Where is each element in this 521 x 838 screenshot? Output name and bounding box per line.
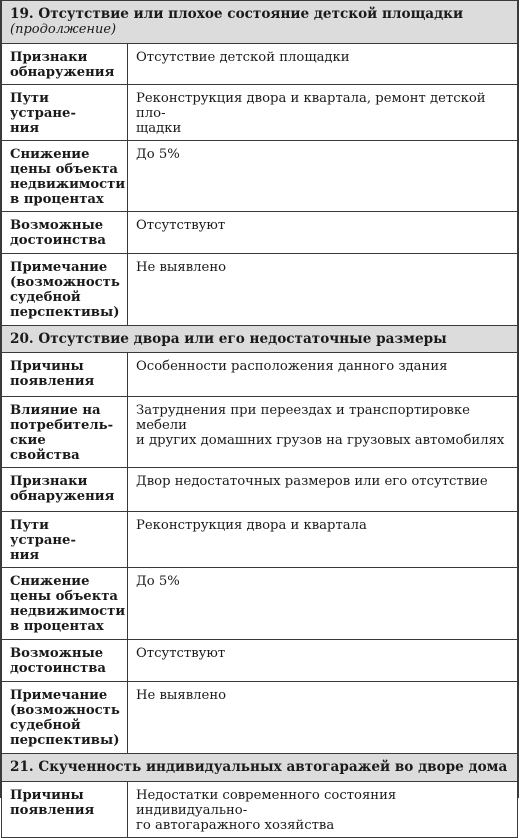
table-row [2, 44, 518, 85]
row-value-cell [128, 254, 518, 326]
table-row [2, 141, 518, 212]
table-row [2, 85, 518, 141]
row-value-cell [128, 44, 518, 85]
row-label: Снижение цены объекта недвижимости в процентах [10, 574, 126, 634]
row-label: Пути устране- ния [10, 91, 76, 136]
row-label-cell [2, 353, 128, 397]
row-value: Особенности расположения данного здания [136, 359, 448, 374]
row-value: Отсутствие детской площадки [136, 50, 350, 65]
defects-table [1, 0, 518, 838]
row-label: Снижение цены объекта недвижимости в процентах [10, 147, 126, 207]
row-label: Признаки обнаружения [10, 474, 115, 504]
row-label: Пути устране- ния [10, 518, 76, 563]
row-value-cell [128, 640, 518, 682]
table-row [2, 512, 518, 568]
row-value-cell [128, 85, 518, 141]
row-label-cell [2, 568, 128, 640]
row-value-cell [128, 212, 518, 254]
row-value-cell [128, 397, 518, 468]
table-row [2, 640, 518, 682]
table-row [2, 397, 518, 468]
section-title: 20. Отсутствие двора или его недостаточные размеры [10, 331, 447, 347]
section-header-cell [2, 754, 518, 782]
row-label: Причины появления [10, 788, 95, 818]
section-header [2, 754, 518, 782]
section-header [2, 1, 518, 44]
row-label: Примечание (возможность судебной перспективы) [10, 260, 120, 320]
table-row [2, 212, 518, 254]
row-label: Причины появления [10, 359, 95, 389]
section-title: 21. Скученность индивидуальных автогаражей во дворе дома [10, 759, 508, 775]
row-value: До 5% [136, 147, 180, 162]
row-label: Возможные достоинства [10, 218, 106, 248]
row-label-cell [2, 141, 128, 212]
row-label-cell [2, 512, 128, 568]
row-value-cell [128, 353, 518, 397]
row-label: Примечание (возможность судебной перспективы) [10, 688, 120, 748]
table-row [2, 682, 518, 754]
row-value-cell [128, 512, 518, 568]
row-value-cell [128, 682, 518, 754]
row-label-cell [2, 85, 128, 141]
row-value: Отсутствуют [136, 646, 226, 661]
row-label-cell [2, 468, 128, 512]
row-value-cell [128, 782, 518, 838]
table-row [2, 353, 518, 397]
section-header-cell [2, 1, 518, 44]
row-value: Не выявлено [136, 688, 227, 703]
row-label-cell [2, 44, 128, 85]
row-value: До 5% [136, 574, 180, 589]
row-value: Реконструкция двора и квартала, ремонт детской пло- щадки [136, 91, 486, 136]
table-row [2, 568, 518, 640]
row-value: Не выявлено [136, 260, 227, 275]
row-value: Недостатки современного состояния индивидуально- го автогаражного хозяйства [136, 788, 397, 833]
section-subtitle: (продолжение) [10, 22, 117, 37]
row-label: Признаки обнаружения [10, 50, 115, 80]
row-label-cell [2, 640, 128, 682]
row-value: Затруднения при переездах и транспортировке мебели и других домашних грузов на грузовых автомобилях [136, 403, 505, 448]
row-label-cell [2, 682, 128, 754]
row-value-cell [128, 468, 518, 512]
row-label: Влияние на потребитель- ские свойства [10, 403, 114, 463]
row-value-cell [128, 141, 518, 212]
table-body [2, 1, 518, 838]
row-value: Реконструкция двора и квартала [136, 518, 367, 533]
table-row [2, 468, 518, 512]
section-header-cell [2, 326, 518, 353]
row-label-cell [2, 782, 128, 838]
table-row [2, 254, 518, 326]
table-row [2, 782, 518, 838]
row-label-cell [2, 397, 128, 468]
row-label-cell [2, 212, 128, 254]
row-label: Возможные достоинства [10, 646, 106, 676]
row-value: Двор недостаточных размеров или его отсутствие [136, 474, 488, 489]
section-header [2, 326, 518, 353]
row-label-cell [2, 254, 128, 326]
row-value: Отсутствуют [136, 218, 226, 233]
row-value-cell [128, 568, 518, 640]
section-title: 19. Отсутствие или плохое состояние детской площадки [10, 6, 464, 22]
